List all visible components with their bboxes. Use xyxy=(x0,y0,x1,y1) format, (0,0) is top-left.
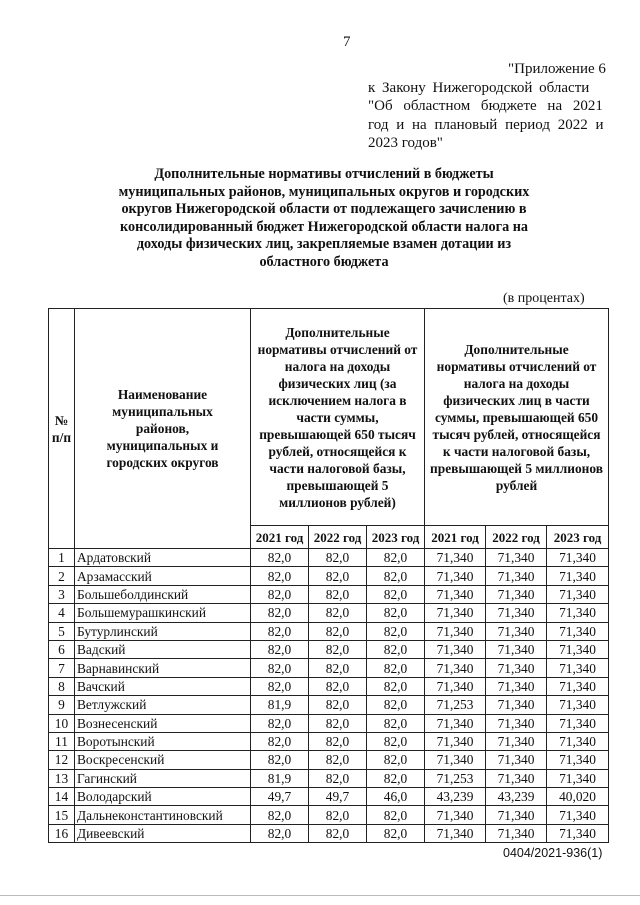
normative-value: 71,340 xyxy=(486,806,547,824)
row-number: 15 xyxy=(49,806,75,824)
normative-value: 82,0 xyxy=(367,751,425,769)
normative-value: 40,020 xyxy=(547,788,609,806)
normative-value: 81,9 xyxy=(251,769,309,787)
municipality-name: Большемурашкинский xyxy=(75,604,251,622)
normative-value: 82,0 xyxy=(309,549,367,567)
header-year: 2023 год xyxy=(547,526,609,549)
table-body xyxy=(49,549,609,843)
table-row xyxy=(49,585,609,603)
row-number: 12 xyxy=(49,751,75,769)
normative-value: 71,340 xyxy=(486,567,547,585)
normative-value: 71,340 xyxy=(425,604,486,622)
document-title: Дополнительные нормативы отчислений в бюджеты муниципальных районов, муниципальных округов и городских округов Нижегородской области от подлежащего зачислению в консолидированный бюджет Нижегородской области налога на доходы физических лиц, закрепляемые взамен дотации из областного бюджета xyxy=(118,166,530,270)
row-number: 1 xyxy=(49,549,75,567)
normative-value: 71,340 xyxy=(425,751,486,769)
row-number: 5 xyxy=(49,622,75,640)
normative-value: 82,0 xyxy=(309,751,367,769)
normative-value: 71,340 xyxy=(425,824,486,842)
table-row xyxy=(49,622,609,640)
table-row xyxy=(49,732,609,750)
table-row xyxy=(49,788,609,806)
normative-value: 82,0 xyxy=(367,824,425,842)
normative-value: 71,340 xyxy=(486,622,547,640)
normative-value: 82,0 xyxy=(251,714,309,732)
normative-value: 43,239 xyxy=(425,788,486,806)
normative-value: 71,340 xyxy=(425,677,486,695)
municipality-name: Вачский xyxy=(75,677,251,695)
document-code: 0404/2021-936(1) xyxy=(503,846,603,860)
row-number: 4 xyxy=(49,604,75,622)
normative-value: 71,340 xyxy=(425,732,486,750)
row-number: 3 xyxy=(49,585,75,603)
table-row xyxy=(49,714,609,732)
municipality-name: Вознесенский xyxy=(75,714,251,732)
table-row xyxy=(49,824,609,842)
normative-value: 71,340 xyxy=(486,751,547,769)
normative-value: 82,0 xyxy=(251,677,309,695)
normative-value: 46,0 xyxy=(367,788,425,806)
page-number: 7 xyxy=(343,34,351,50)
normative-value: 82,0 xyxy=(309,732,367,750)
header-year: 2021 год xyxy=(251,526,309,549)
normative-value: 82,0 xyxy=(367,732,425,750)
normative-value: 82,0 xyxy=(309,677,367,695)
normative-value: 71,340 xyxy=(425,567,486,585)
normative-value: 82,0 xyxy=(367,567,425,585)
normative-value: 82,0 xyxy=(309,806,367,824)
page-edge xyxy=(0,895,640,896)
normative-value: 82,0 xyxy=(309,622,367,640)
normative-value: 82,0 xyxy=(367,769,425,787)
normative-value: 82,0 xyxy=(251,732,309,750)
municipality-name: Ветлужский xyxy=(75,696,251,714)
row-number: 9 xyxy=(49,696,75,714)
table-row xyxy=(49,769,609,787)
row-number: 10 xyxy=(49,714,75,732)
appendix-line: "Об областном бюджете на 2021 xyxy=(368,98,603,114)
header-group-2: Дополнительные нормативы отчислений от налога на доходы физических лиц в части суммы, превышающей 650 тысяч рублей, относящейся к части налоговой базы, превышающей 5 миллионов рублей xyxy=(425,309,609,526)
normative-value: 71,253 xyxy=(425,696,486,714)
normative-value: 82,0 xyxy=(251,567,309,585)
normative-value: 71,340 xyxy=(547,769,609,787)
normative-value: 71,340 xyxy=(425,640,486,658)
normative-value: 82,0 xyxy=(309,696,367,714)
normative-value: 49,7 xyxy=(251,788,309,806)
appendix-line: год и на плановый период 2022 и xyxy=(368,116,604,133)
row-number: 7 xyxy=(49,659,75,677)
row-number: 8 xyxy=(49,677,75,695)
municipality-name: Бутурлинский xyxy=(75,622,251,640)
normative-value: 71,340 xyxy=(547,604,609,622)
normative-value: 71,340 xyxy=(547,824,609,842)
municipality-name: Воротынский xyxy=(75,732,251,750)
normative-value: 71,340 xyxy=(486,714,547,732)
municipality-name: Арзамасский xyxy=(75,567,251,585)
table-row xyxy=(49,604,609,622)
appendix-line: 2023 годов" xyxy=(368,135,443,151)
normative-value: 82,0 xyxy=(309,659,367,677)
row-number: 13 xyxy=(49,769,75,787)
normative-value: 82,0 xyxy=(309,769,367,787)
normative-value: 82,0 xyxy=(367,585,425,603)
normative-value: 82,0 xyxy=(251,806,309,824)
normative-value: 82,0 xyxy=(367,696,425,714)
normative-value: 82,0 xyxy=(309,640,367,658)
normative-value: 82,0 xyxy=(367,604,425,622)
header-name: Наименование муниципальных районов, муниципальных и городских округов xyxy=(75,309,251,549)
normative-value: 82,0 xyxy=(367,640,425,658)
normative-value: 82,0 xyxy=(251,622,309,640)
table-row xyxy=(49,640,609,658)
table-row xyxy=(49,677,609,695)
normative-value: 71,340 xyxy=(425,585,486,603)
municipality-name: Дальнеконстантиновский xyxy=(75,806,251,824)
normative-value: 82,0 xyxy=(251,549,309,567)
table-row xyxy=(49,751,609,769)
normative-value: 82,0 xyxy=(309,714,367,732)
header-year: 2022 год xyxy=(486,526,547,549)
normative-value: 71,340 xyxy=(547,732,609,750)
normative-value: 71,340 xyxy=(486,824,547,842)
normative-value: 82,0 xyxy=(309,585,367,603)
row-number: 6 xyxy=(49,640,75,658)
normative-value: 71,340 xyxy=(486,585,547,603)
table-row xyxy=(49,659,609,677)
normative-value: 82,0 xyxy=(367,659,425,677)
normative-value: 71,340 xyxy=(547,659,609,677)
units-note: (в процентах) xyxy=(503,291,585,306)
normative-value: 71,340 xyxy=(547,622,609,640)
normative-value: 82,0 xyxy=(251,604,309,622)
normative-value: 71,340 xyxy=(547,677,609,695)
appendix-line: "Приложение 6 xyxy=(508,61,606,77)
normative-value: 71,253 xyxy=(425,769,486,787)
normative-value: 43,239 xyxy=(486,788,547,806)
normatives-table xyxy=(48,308,609,843)
municipality-name: Вадский xyxy=(75,640,251,658)
table-row xyxy=(49,567,609,585)
normative-value: 82,0 xyxy=(251,585,309,603)
normative-value: 82,0 xyxy=(251,659,309,677)
municipality-name: Ардатовский xyxy=(75,549,251,567)
normative-value: 71,340 xyxy=(486,640,547,658)
municipality-name: Гагинский xyxy=(75,769,251,787)
normative-value: 71,340 xyxy=(547,567,609,585)
normative-value: 82,0 xyxy=(367,806,425,824)
header-year: 2023 год xyxy=(367,526,425,549)
row-number: 14 xyxy=(49,788,75,806)
normative-value: 71,340 xyxy=(425,659,486,677)
normative-value: 82,0 xyxy=(251,824,309,842)
normative-value: 49,7 xyxy=(309,788,367,806)
normative-value: 71,340 xyxy=(486,696,547,714)
normative-value: 71,340 xyxy=(486,677,547,695)
normative-value: 71,340 xyxy=(425,549,486,567)
normative-value: 71,340 xyxy=(486,732,547,750)
municipality-name: Воскресенский xyxy=(75,751,251,769)
normative-value: 71,340 xyxy=(547,806,609,824)
header-year: 2022 год xyxy=(309,526,367,549)
normative-value: 82,0 xyxy=(367,549,425,567)
normative-value: 71,340 xyxy=(547,696,609,714)
table-row xyxy=(49,806,609,824)
row-number: 11 xyxy=(49,732,75,750)
normative-value: 71,340 xyxy=(425,806,486,824)
appendix-line: к Закону Нижегородской области xyxy=(368,79,590,96)
normative-value: 71,340 xyxy=(486,604,547,622)
normative-value: 82,0 xyxy=(309,567,367,585)
row-number: 2 xyxy=(49,567,75,585)
header-number: № п/п xyxy=(49,309,75,549)
municipality-name: Дивеевский xyxy=(75,824,251,842)
municipality-name: Володарский xyxy=(75,788,251,806)
normative-value: 82,0 xyxy=(251,640,309,658)
municipality-name: Большеболдинский xyxy=(75,585,251,603)
municipality-name: Варнавинский xyxy=(75,659,251,677)
appendix-header xyxy=(368,60,608,153)
normative-value: 71,340 xyxy=(425,714,486,732)
normative-value: 71,340 xyxy=(425,622,486,640)
normative-value: 82,0 xyxy=(367,677,425,695)
normative-value: 82,0 xyxy=(367,714,425,732)
header-year: 2021 год xyxy=(425,526,486,549)
normative-value: 71,340 xyxy=(547,751,609,769)
header-group-1: Дополнительные нормативы отчислений от налога на доходы физических лиц (за исключением налога в части суммы, превышающей 650 тысяч рублей, относящейся к части налоговой базы, превышающей 5 миллионов рублей) xyxy=(251,309,425,526)
normative-value: 71,340 xyxy=(486,769,547,787)
normative-value: 71,340 xyxy=(486,659,547,677)
normative-value: 71,340 xyxy=(547,585,609,603)
normative-value: 71,340 xyxy=(547,714,609,732)
row-number: 16 xyxy=(49,824,75,842)
normative-value: 82,0 xyxy=(251,751,309,769)
normative-value: 71,340 xyxy=(547,549,609,567)
normative-value: 82,0 xyxy=(367,622,425,640)
table-row xyxy=(49,549,609,567)
normative-value: 82,0 xyxy=(309,824,367,842)
normative-value: 81,9 xyxy=(251,696,309,714)
normative-value: 71,340 xyxy=(547,640,609,658)
normative-value: 71,340 xyxy=(486,549,547,567)
normative-value: 82,0 xyxy=(309,604,367,622)
table-row xyxy=(49,696,609,714)
